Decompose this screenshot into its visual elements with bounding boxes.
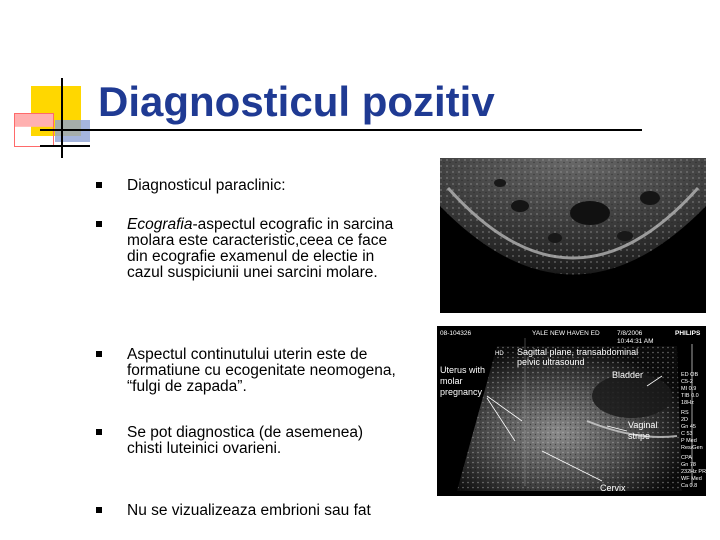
us-label-vaginal-1: Vaginal (628, 420, 658, 430)
title-underline (40, 129, 642, 131)
us-param: C5-2 (681, 379, 693, 385)
us-label-vaginal-2: stripe (628, 431, 651, 441)
us-caption-line1: Sagittal plane, transabdominal (517, 347, 639, 357)
bullet-marker (96, 182, 102, 188)
us-date: 7/8/2006 (617, 330, 643, 337)
bullet-marker (96, 507, 102, 513)
us-param: 232Hz PRF (681, 469, 710, 475)
us-param: MI 0.9 (681, 386, 697, 392)
us-brand: PHILIPS (675, 330, 701, 337)
us-param: 2D (681, 417, 689, 423)
bullet-marker (96, 221, 102, 227)
us-time: 10:44:31 AM (617, 338, 654, 345)
us-hospital: YALE NEW HAVEN ED (532, 330, 600, 337)
ultrasound-image-annotated (437, 326, 710, 496)
us-param: RS (681, 410, 689, 416)
bullet-marker (96, 429, 102, 435)
us-id: 08-104326 (440, 330, 472, 337)
us-param: ED OB (681, 372, 699, 378)
us-param: Ca 0.8 (681, 483, 698, 489)
us-param: 18Hz (681, 400, 694, 406)
us-mode: HD (495, 351, 504, 357)
us-param: TIB 0.0 (681, 393, 699, 399)
us-param: C 53 (681, 431, 693, 437)
us-label-cervix: Cervix (600, 483, 626, 493)
ultrasound-annotated-graphic (437, 326, 710, 496)
ultrasound-image-top (440, 158, 706, 313)
slide-title: Diagnosticul pozitiv (98, 78, 495, 125)
us-label-bladder: Bladder (612, 370, 644, 380)
us-label-uterus-3: pregnancy (440, 387, 483, 397)
us-caption-line2: pelvic ultrasound (517, 357, 585, 367)
deco-short-line (40, 145, 90, 147)
us-param: WF Med (681, 476, 702, 482)
bullet-text: Ecografia-aspectul ecografic in sarcina molara este caracteristic,ceea ce face din ecografie examenul de electie in cazul suspiciunii unei sarcini molare. (127, 216, 394, 281)
bullet-marker (96, 351, 102, 357)
bullet-text: Aspectul continutului uterin este de formatiune cu ecogenitate neomogena, “fulgi de zapada”. (127, 346, 396, 395)
bullet-text: Diagnosticul paraclinic: (127, 177, 286, 194)
us-param: P Med (681, 438, 697, 444)
us-param: Res/Gen (681, 445, 703, 451)
us-label-uterus-2: molar (440, 376, 463, 386)
us-param: Gn 78 (681, 462, 696, 468)
us-param: Gn 45 (681, 424, 696, 430)
us-label-uterus-1: Uterus with (440, 365, 486, 375)
ultrasound-top-graphic (440, 158, 706, 313)
us-param: CPA (681, 455, 692, 461)
bullet-text: Nu se vizualizeaza embrioni sau fat (127, 502, 371, 519)
bullet-italic-lead: Ecografia (127, 216, 193, 233)
bullet-text: Se pot diagnostica (de asemenea) chisti luteinici ovarieni. (127, 424, 364, 457)
